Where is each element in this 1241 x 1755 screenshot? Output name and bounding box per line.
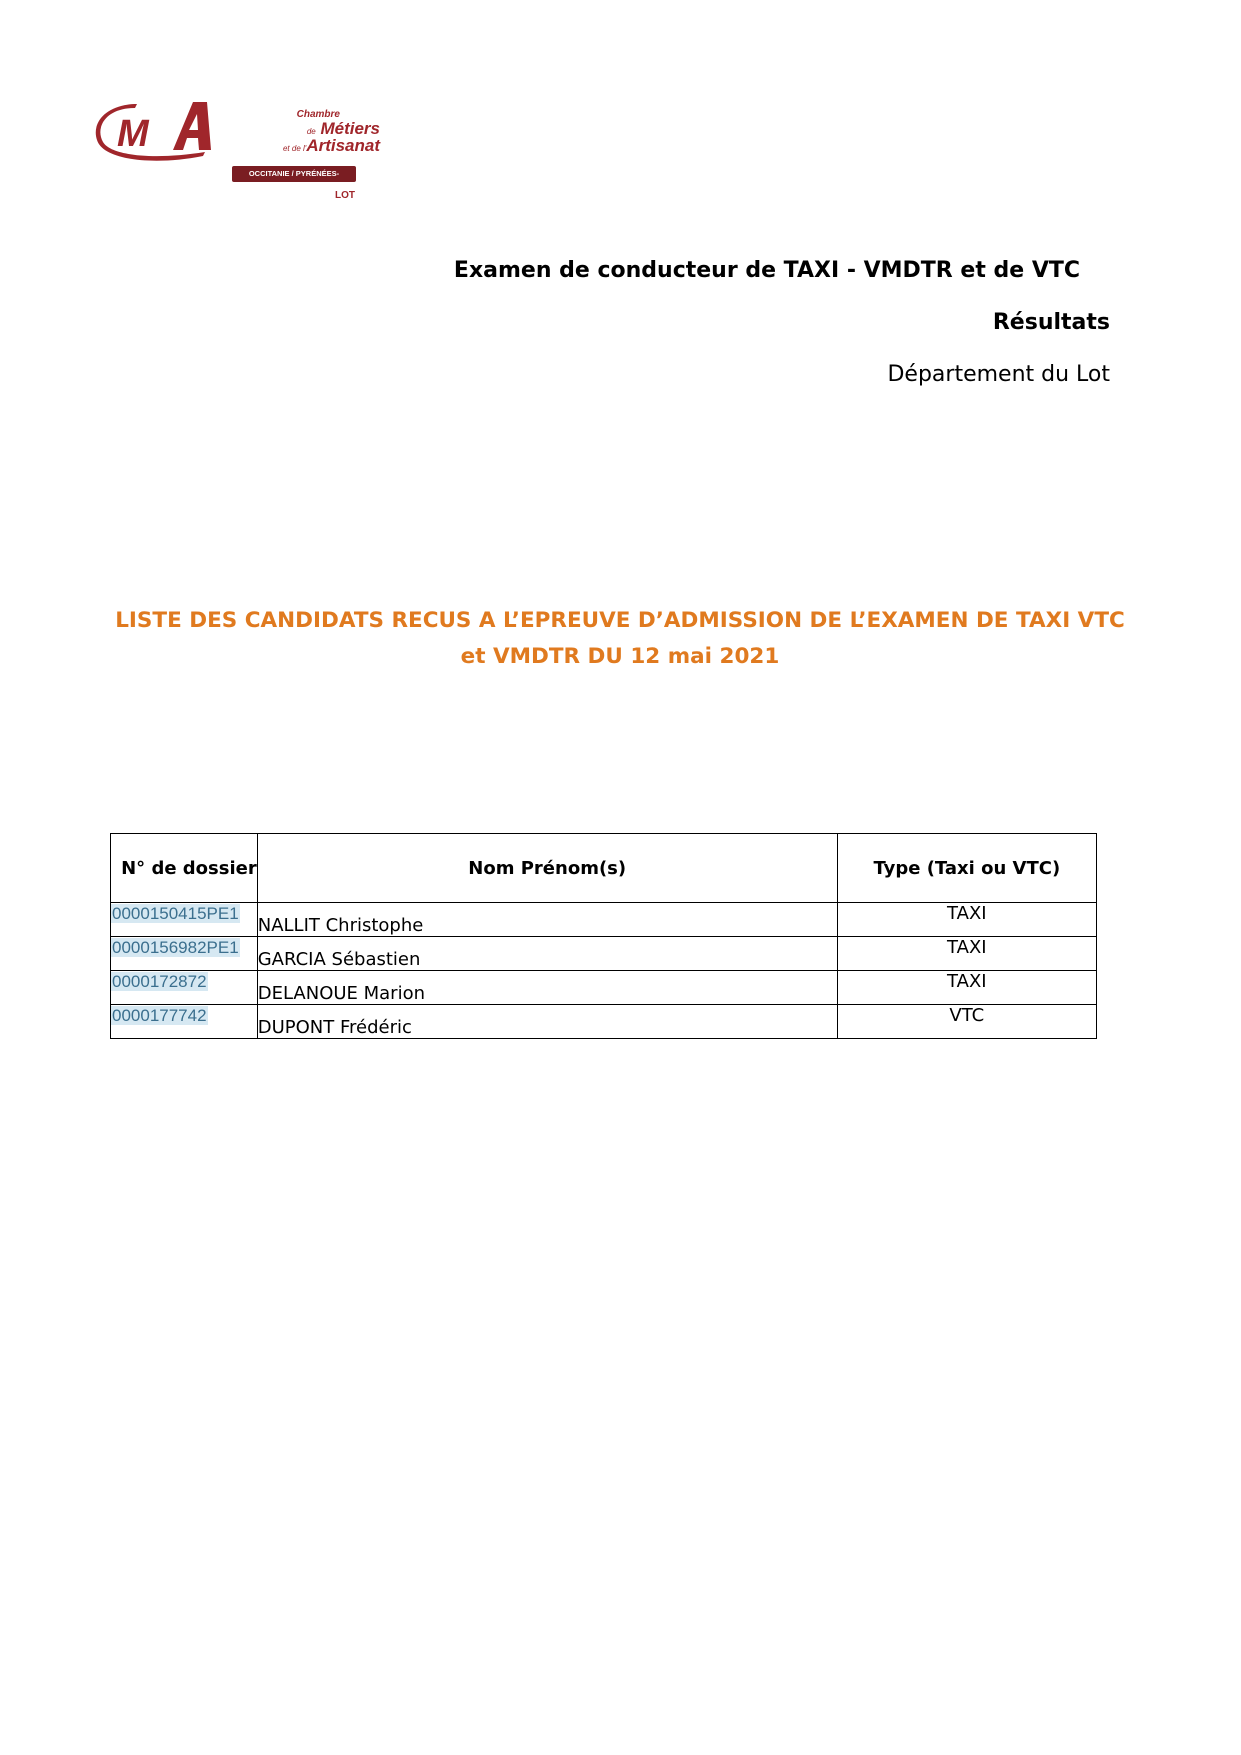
- cell-dossier: 0000150415PE1: [111, 903, 258, 937]
- table-row: [111, 971, 1097, 1005]
- logo-region-badge: OCCITANIE / PYRÉNÉES-MÉDITERRANÉE: [232, 166, 356, 182]
- document-department: Département du Lot: [887, 362, 1110, 387]
- cell-type: VTC: [837, 1005, 1096, 1039]
- cma-logo: [95, 100, 380, 210]
- header-nom: Nom Prénom(s): [257, 834, 837, 903]
- cell-nom: DELANOUE Marion: [257, 971, 837, 1005]
- logo-dept: LOT: [335, 190, 355, 201]
- cell-nom: DUPONT Frédéric: [257, 1005, 837, 1039]
- cell-dossier: 0000172872: [111, 971, 258, 1005]
- document-title: Examen de conducteur de TAXI - VMDTR et de VTC: [453, 258, 1080, 283]
- cell-type: TAXI: [837, 971, 1096, 1005]
- results-table: [110, 833, 1097, 1039]
- list-title-line-1: LISTE DES CANDIDATS RECUS A L’EPREUVE D’ADMISSION DE L’EXAMEN DE TAXI VTC: [115, 608, 1125, 633]
- logo-artisanat-line: et de l'Artisanat: [282, 136, 380, 155]
- cell-type: TAXI: [837, 937, 1096, 971]
- cell-nom: NALLIT Christophe: [257, 903, 837, 937]
- table-row: [111, 937, 1097, 971]
- logo-wordmark: [270, 110, 380, 154]
- svg-text:M: M: [117, 113, 149, 155]
- cell-type: TAXI: [837, 903, 1096, 937]
- header-dossier: N° de dossier: [111, 834, 258, 903]
- logo-chambre: Chambre: [296, 109, 340, 120]
- table-row: [111, 903, 1097, 937]
- document-subtitle: Résultats: [992, 310, 1110, 335]
- cell-dossier: 0000156982PE1: [111, 937, 258, 971]
- logo-metiers-line: de Métiers: [306, 119, 380, 138]
- cma-logo-mark-icon: [95, 100, 230, 165]
- table-header-row: [111, 834, 1097, 903]
- list-title: [80, 603, 1160, 675]
- table-row: [111, 1005, 1097, 1039]
- list-title-line-2: et VMDTR DU 12 mai 2021: [460, 644, 780, 669]
- cell-dossier: 0000177742: [111, 1005, 258, 1039]
- cell-nom: GARCIA Sébastien: [257, 937, 837, 971]
- header-type: Type (Taxi ou VTC): [837, 834, 1096, 903]
